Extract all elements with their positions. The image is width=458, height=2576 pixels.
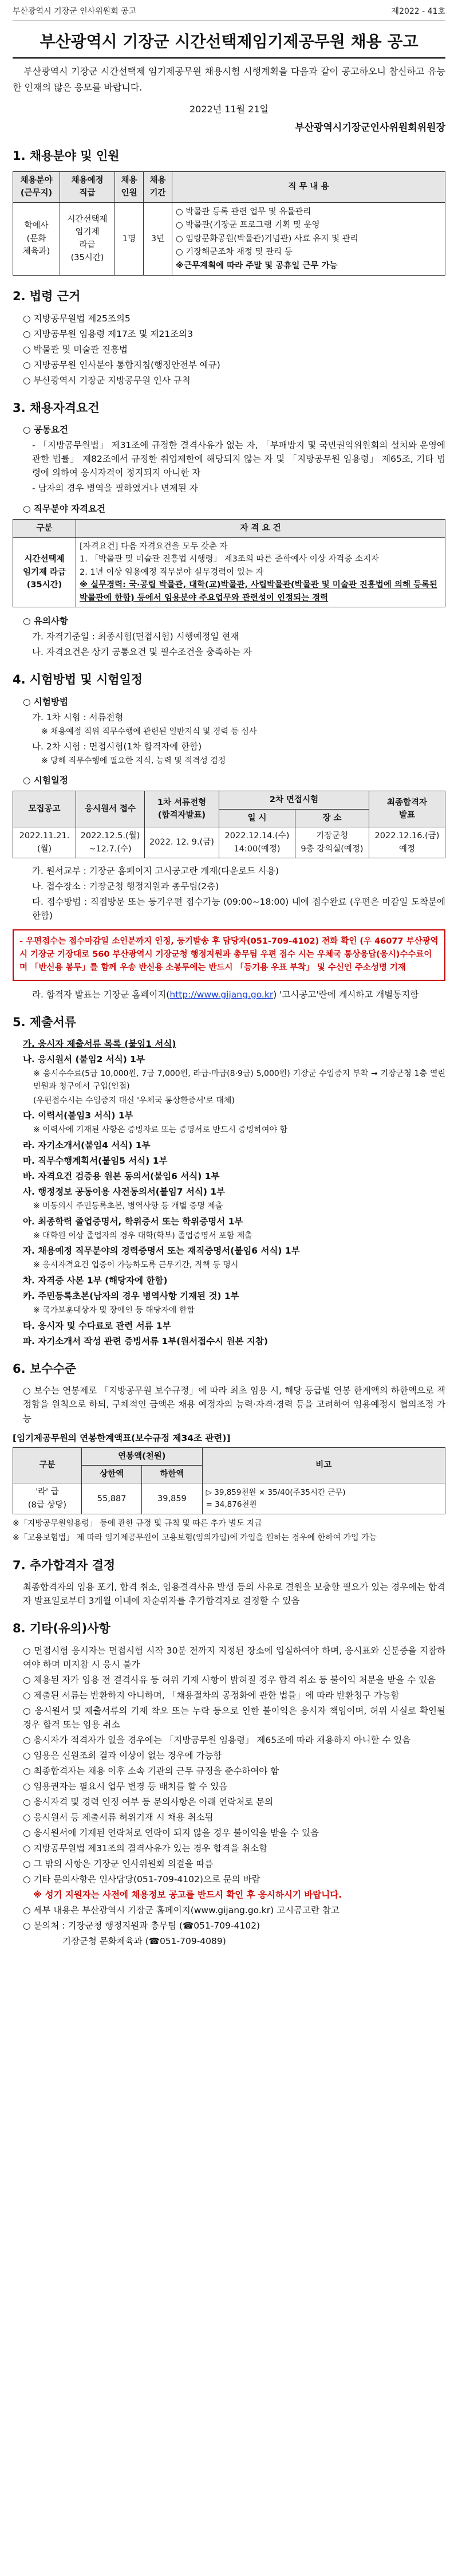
result-pre: 라. 합격자 발표는 기장군 홈페이지(: [32, 989, 170, 1000]
th-interview-place: 장 소: [295, 809, 369, 827]
req-line: 1. 「박물관 및 미술관 진흥법 시행령」 제3조의 따른 준학예사 이상 자격증 소지자: [80, 555, 379, 564]
req-note: ※ 실무경력: 국·공립 박물관, 대학(교)박물관, 사립박물관(박물관 및 미술관 진흥법에 의해 등록된 박물관에 한함) 등에서 임용분야 주요업무와 관련성이 인정되는 경력: [80, 580, 438, 603]
job-req-table: [13, 519, 445, 607]
notes-heading: ○ 유의사항: [23, 616, 68, 627]
th-rank: 채용예정 직급: [60, 171, 115, 202]
homepage-link[interactable]: http://www.gijang.go.kr: [169, 989, 274, 1000]
law-item: ○ 지방공무원법 제25조의5: [23, 313, 131, 324]
apply-line: 나. 접수장소 : 기장군청 행정지원과 총무팀(2층): [32, 881, 219, 892]
doc-note: ※ 국가보훈대상자 및 장애인 등 해당자에 한함: [33, 1306, 195, 1316]
result-post: ) '고시공고'란에 게시하고 개별통지함: [273, 989, 419, 1000]
doc-header: [13, 6, 445, 21]
method-line: 나. 2차 시험 : 면접시험(1차 합격자에 한함): [32, 741, 202, 752]
apply-line: 다. 접수방법 : 직접방문 또는 등기우편 접수가능 (09:00~18:00) 내에 접수완료 (우편은 마감일 도착분에 한함): [32, 897, 445, 921]
section-recruitment: [13, 147, 445, 276]
doc-item: 자. 채용예정 직무분야의 경력증명서 또는 재직증명서(붙임6 서식) 1부: [23, 1246, 300, 1256]
section-documents: [13, 1013, 445, 1348]
schedule-heading: ○ 시험일정: [23, 775, 68, 786]
cell-interview-date: 2022.12.14.(수) 14:00(예정): [219, 827, 295, 858]
announce-date: 2022년 11월 21일: [189, 104, 269, 115]
doc-item: 마. 직무수행계획서(붙임5 서식) 1부: [23, 1156, 168, 1167]
doc-note: ※ 응시수수료(5급 10,000원, 7급 7,000원, 라급·마급(8·9급) 5,000원) 기장군 수입증지 부착 → 기장군청 1층 열린민원과 청구에서 구입(인접): [33, 1069, 445, 1091]
doc-note: ※ 대학원 이상 졸업자의 경우 대학(학부) 졸업증명서 포함 제출: [33, 1231, 252, 1240]
method-note: ※ 당해 직무수행에 필요한 지식, 능력 및 적격성 검정: [41, 756, 226, 766]
th-upper: 상한액: [82, 1466, 142, 1483]
section-title: 1. 채용분야 및 인원: [13, 149, 120, 163]
etc-line: ○ 기타 문의사항은 인사담당(051-709-4102)으로 문의 바람: [23, 1874, 260, 1885]
cell-docs: 2022. 12. 9.(금): [145, 827, 219, 858]
law-item: ○ 지방공무원 인사분야 통합지침(행정안전부 예규): [23, 359, 220, 370]
law-item: ○ 지방공무원 임용령 제17조 및 제21조의3: [23, 328, 194, 339]
header-org: 부산광역시 기장군 인사위원회 공고: [13, 7, 137, 16]
cell-duties: [172, 202, 445, 275]
th-apply: 응시원서 접수: [76, 791, 145, 827]
etc-line: ○ 채용된 자가 임용 전 결격사유 등 허위 기재 사항이 밝혀질 경우 합격 취소 등 불이익 처분을 받을 수 있음: [23, 1674, 436, 1685]
etc-line: ○ 응시자가 적격자가 없을 경우에는 「지방공무원 임용령」 제65조에 따라 채용하지 아니할 수 있음: [23, 1735, 411, 1745]
doc-item: 타. 응시자 및 수다료로 관련 서류 1부: [23, 1320, 171, 1331]
th-requirements: 자 격 요 건: [76, 520, 445, 537]
agency-name: 부산광역시기장군인사위원회위원장: [295, 121, 445, 133]
etc-line: ○ 최종합격자는 채용 이후 소속 기관의 근무 규정을 준수하여야 함: [23, 1766, 279, 1777]
result-line: [13, 988, 445, 1002]
additional-line: 최종합격자의 임용 포기, 합격 취소, 임용결격사유 발생 등의 사유로 결원을 보충할 필요가 있는 경우에는 합격자 발표일로부터 3개월 이내에 차순위자를 추가합격자로 결정할 수 있음: [23, 1582, 445, 1607]
etc-contact: ○ 문의처 : 기장군청 행정지원과 총무팀 (☎051-709-4102): [23, 1921, 260, 1931]
section-title: 4. 시험방법 및 시험일정: [13, 673, 143, 687]
th-notice: 모집공고: [13, 791, 76, 827]
method-note: ※ 채용예정 직위 직무수행에 관련된 일반지식 및 경력 등 심사: [41, 727, 257, 736]
salary-table: [13, 1447, 445, 1515]
doc-note: ※ 미동의시 주민등록초본, 병역사항 등 개별 증명 제출: [33, 1201, 223, 1211]
etc-line: ○ 세부 내용은 부산광역시 기장군 홈페이지(www.gijang.go.kr) 고시공고란 참고: [23, 1905, 339, 1916]
method-heading: ○ 시험방법: [23, 696, 68, 707]
cell-rank: 시간선택제 임기제 라급 (35시간): [60, 202, 115, 275]
th-annual: 연봉액(천원): [82, 1447, 203, 1465]
cell-final: 2022.12.16.(금) 예정: [369, 827, 445, 858]
cell-remark: ▷ 39,859천원 × 35/40(주35시간 근무) = 34,876천원: [202, 1483, 445, 1514]
intro-text: 부산광역시 기장군 시간선택제 임기제공무원 채용시험 시행계획을 다음과 같이 공고하오니 참신하고 유능한 인재의 많은 응모를 바랍니다.: [13, 66, 445, 93]
doc-item: 다. 이력서(붙임3 서식) 1부: [23, 1110, 133, 1121]
intro: [13, 64, 445, 96]
th-interview-date: 일 시: [219, 809, 295, 827]
cell-apply: 2022.12.5.(월) ~12.7.(수): [76, 827, 145, 858]
doc-note: ※ 이력사에 기재된 사항은 증빙자료 또는 증명서로 반드시 증빙하여야 함: [33, 1125, 287, 1135]
doc-item: 파. 자기소개서 작성 관련 증빙서류 1부(원서접수시 원본 지참): [23, 1336, 268, 1346]
etc-line: ○ 그 밖의 사항은 기장군 인사위원회 의결을 따름: [23, 1859, 214, 1870]
req-line: [자격요건] 다음 자격요건을 모두 갖춘 자: [80, 541, 228, 551]
etc-line: ○ 제출된 서류는 반환하지 아니하며, 「채용절차의 공정화에 관한 법률」에 따라 반환청구 가능함: [23, 1690, 400, 1701]
doc-item: 라. 자기소개서(붙임4 서식) 1부: [23, 1140, 151, 1151]
duty-item: ○ 임랑문화공원(박물관)기념관) 사료 유지 및 관리: [176, 234, 358, 244]
doc-item: 바. 자격요건 검증용 원본 동의서(붙임6 서식) 1부: [23, 1171, 220, 1182]
section-title: 8. 기타(유의)사항: [13, 1621, 110, 1636]
cell-interview-place: 기장군청 9층 강의실(예정): [295, 827, 369, 858]
duty-item: ○ 박물관(기장군 프로그램 기획 및 운영: [176, 221, 320, 230]
req-line: 2. 1년 이상 임용예정 직무분야 실무경력이 있는 자: [80, 567, 264, 577]
doc-item: 아. 최종학력 졸업증명서, 학위증서 또는 학위증명서 1부: [23, 1216, 243, 1227]
schedule-table: [13, 791, 445, 858]
job-req-heading: ○ 직무분야 자격요건: [23, 504, 106, 515]
th-lower: 하한액: [142, 1466, 202, 1483]
section-qualifications: [13, 399, 445, 659]
section-salary: [13, 1360, 445, 1545]
doc-note: ※ 응시자격요건 입증이 가능하도록 근무기간, 직책 등 명시: [33, 1260, 239, 1270]
doc-note: (우편접수시는 수입증지 대신 '우체국 통상환증서'로 대체): [33, 1095, 235, 1105]
salary-table-caption: [임기제공무원의 연봉한계액표(보수규정 제34조 관련)]: [13, 1432, 231, 1443]
doc-item: 가. 응시자 제출서류 목록 (붙임1 서식): [23, 1039, 176, 1050]
etc-line: ○ 응시원서 등 제출서류 허위기재 시 채용 취소됨: [23, 1812, 214, 1823]
section-title: 3. 채용자격요건: [13, 400, 100, 415]
section-legal-basis: [13, 287, 445, 387]
doc-item: 차. 자격증 사본 1부 (해당자에 한함): [23, 1275, 168, 1286]
notes-line: 나. 자격요건은 상기 공통요건 및 필수조건을 충족하는 자: [32, 647, 252, 658]
cell-count: 1명: [115, 202, 144, 275]
doc-item: 나. 응시원서 (붙임2 서식) 1부: [23, 1054, 145, 1065]
etc-line: ○ 응시원서에 기재된 연락처로 연락이 되지 않을 경우 불이익을 받을 수 있음: [23, 1828, 319, 1839]
th-interview: 2차 면접시험: [219, 791, 369, 809]
th-count: 채용 인원: [115, 171, 144, 202]
etc-line: ○ 지방공무원법 제31조의 결격사유가 있는 경우 합격을 취소함: [23, 1843, 268, 1854]
section-title: 2. 법령 근거: [13, 289, 81, 304]
salary-note: ※「고용보험법」 제 따라 임기제공무원이 고용보험(임의가입)에 가입을 원하는 경우에 한하여 가입 가능: [13, 1533, 377, 1543]
etc-warning: ※ 성기 지원자는 사전에 채용정보 공고를 반드시 확인 후 응시하시기 바랍니다.: [33, 1890, 342, 1900]
req-content: [76, 537, 445, 607]
common-req-line: - 「지방공무원법」 제31조에 규정한 결격사유가 없는 자, 「부패방지 및 국민권익위원회의 설치와 운영에 관한 법률」 제82조에서 규정한 취업제한에 해당되지 않는 자 및 「지방공무원 임용령」 제65조, 기타 법령에 의하여 응시자격이 정지되지 아니한 자: [32, 440, 445, 478]
th-grade: 구분: [13, 1447, 82, 1483]
common-req-line: - 남자의 경우 병역을 필하였거나 면제된 자: [32, 483, 198, 494]
cell-notice: 2022.11.21.(월): [13, 827, 76, 858]
recruitment-table: [13, 171, 445, 276]
salary-line: ○ 보수는 연봉제로 「지방공무원 보수규정」에 따라 최초 임용 시, 해당 등급별 연봉 한계액의 하한액으로 책정함을 원칙으로 하되, 구체적인 금액은 채용 예정자의 능력·자격·경력 등을 고려하여 임용예정시 협의조정 가능: [23, 1385, 445, 1424]
etc-line: ○ 응시자격 및 경력 인정 여부 등 문의사항은 아래 연락처로 문의: [23, 1797, 274, 1808]
law-item: ○ 박물관 및 미술관 진흥법: [23, 344, 128, 355]
etc-contact: 기장군청 문화체육과 (☎051-709-4089): [23, 1936, 226, 1947]
etc-line: ○ 응시원서 및 제출서류의 기재 착오 또는 누락 등으로 인한 불이익은 응시자 책임이며, 허위 사실로 확인될 경우 합격 또는 임용 취소: [23, 1705, 445, 1730]
th-duties: 직 무 내 용: [172, 171, 445, 202]
etc-line: ○ 임용권자는 필요시 업무 변경 등 배치를 할 수 있음: [23, 1781, 228, 1792]
th-period: 채용 기간: [144, 171, 172, 202]
section-additional: [13, 1556, 445, 1608]
cell-period: 3년: [144, 202, 172, 275]
duty-item: ○ 기장해군조차 재정 및 관리 등: [176, 248, 293, 257]
section-title: 5. 제출서류: [13, 1015, 77, 1029]
doc-item: 카. 주민등록초본(남자의 경우 병역사항 기재된 것) 1부: [23, 1291, 239, 1302]
mail-notice-box: - 우편접수는 접수마감일 소인분까지 인정, 등기발송 후 담당자(051-709-4102) 전화 확인 (우 46077 부산광역시 기장군 기장대로 560 부산광역시 기장군청 행정지원과 총무팀 우편 접수 시는 우체국 통상응답(응시)수수료이며 「반신용 봉투」를 함께 우송 반신용 소봉투에는 반드시 「등기용 우표 부착」 및 수신인 주소성명 기재: [13, 929, 445, 981]
law-item: ○ 부산광역시 기장군 지방공무원 인사 규칙: [23, 375, 191, 386]
cell-field: 학예사 (문화 체육과): [13, 202, 60, 275]
th-remark: 비고: [202, 1447, 445, 1483]
section-title: 6. 보수수준: [13, 1361, 77, 1376]
section-title: 7. 추가합격자 결정: [13, 1558, 116, 1572]
th-field: 채용분야 (근무지): [13, 171, 60, 202]
req-category: 시간선택제 임기제 라급 (35시간): [13, 537, 76, 607]
etc-line: ○ 면접시험 응시자는 면접시험 시작 30분 전까지 지정된 장소에 입실하여야 하며, 응시표와 신분증을 지참하여야 하며 미지참 시 응시 불가: [23, 1645, 445, 1670]
th-category: 구분: [13, 520, 76, 537]
common-req-heading: ○ 공통요건: [23, 425, 68, 435]
apply-line: 가. 원서교부 : 기장군 홈페이지 고시공고란 게재(다운로드 사용): [32, 866, 279, 877]
title-box: [13, 29, 445, 59]
method-line: 가. 1차 시험 : 서류전형: [32, 712, 124, 722]
section-exam: [13, 670, 445, 1002]
duty-note: ※근무계획에 따라 주말 및 공휴일 근무 가능: [176, 261, 338, 270]
header-number: 제2022 - 41호: [391, 7, 445, 16]
duty-item: ○ 박물관 등록 관련 업무 및 유물관리: [176, 207, 311, 217]
salary-note: ※「지방공무원임용령」 등에 관한 규정 및 규칙 및 따른 추가 별도 지급: [13, 1519, 262, 1529]
cell-grade: '라' 급 (8급 상당): [13, 1483, 82, 1514]
cell-upper: 55,887: [82, 1483, 142, 1514]
notes-line: 가. 자격기준일 : 최종시험(면접시험) 시행예정일 현재: [32, 631, 239, 642]
th-docs: 1차 서류전형 (합격자발표): [145, 791, 219, 827]
etc-line: ○ 임용은 신원조회 결과 이상이 없는 경우에 가능함: [23, 1750, 222, 1761]
section-etc: [13, 1619, 445, 1948]
cell-lower: 39,859: [142, 1483, 202, 1514]
doc-item: 사. 행정정보 공동이용 사전동의서(붙임7 서식) 1부: [23, 1187, 226, 1197]
page-title: 부산광역시 기장군 시간선택제임기제공무원 채용 공고: [40, 32, 418, 51]
th-final: 최종합격자 발표: [369, 791, 445, 827]
